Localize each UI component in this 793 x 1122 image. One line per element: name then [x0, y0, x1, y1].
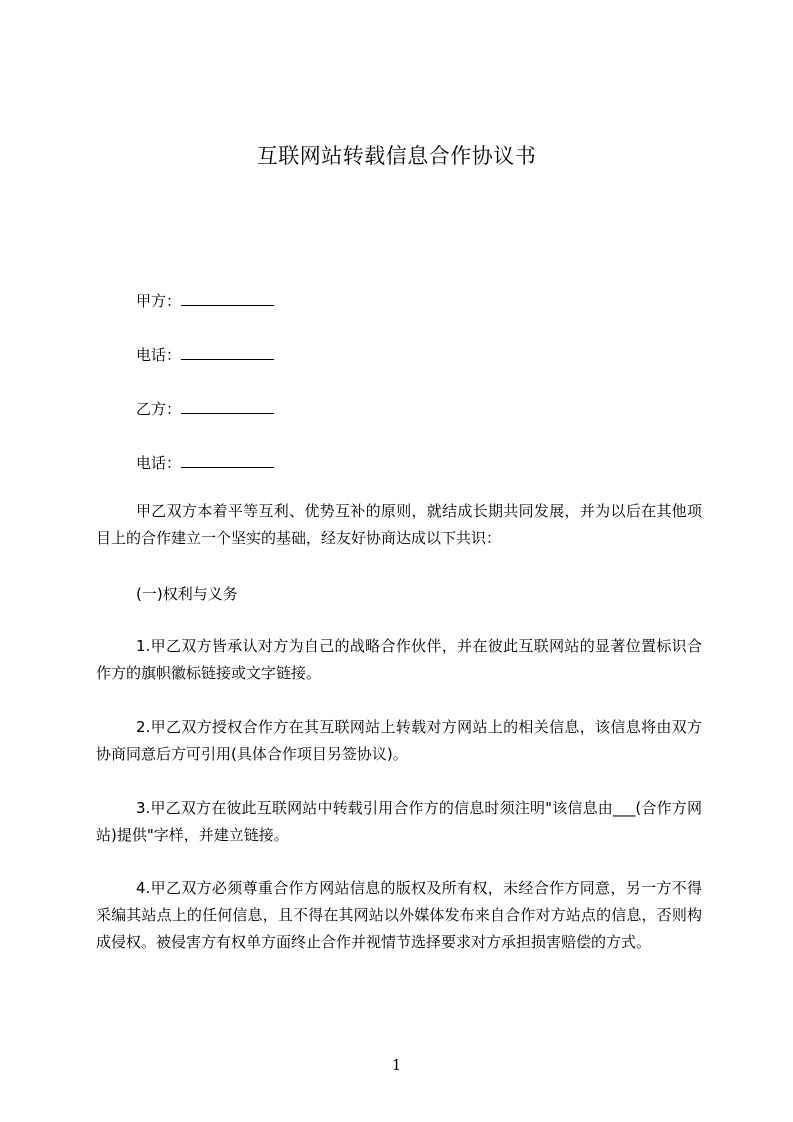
section-heading: (一)权利与义务	[136, 585, 238, 603]
party-a-blank	[181, 293, 274, 306]
party-b-phone-blank	[181, 455, 274, 468]
clause-1: 1.甲乙双方皆承认对方为自己的战略合作伙伴，并在彼此互联网站的显著位置标识合作方的旗帜徽标链接或文字链接。	[96, 637, 702, 682]
party-b-phone-label: 电话：	[136, 454, 182, 472]
clause-3: 3.甲乙双方在彼此互联网站中转载引用合作方的信息时须注明"该信息由___(合作方网站)提供"字样，并建立链接。	[96, 799, 702, 844]
intro-paragraph: 甲乙双方本着平等互利、优势互补的原则，就结成长期共同发展，并为以后在其他项目上的合作建立一个坚实的基础，经友好协商达成以下共识：	[96, 502, 702, 547]
clause-4: 4.甲乙双方必须尊重合作方网站信息的版权及所有权，未经合作方同意，另一方不得采编其站点上的任何信息，且不得在其网站以外媒体发布来自合作对方站点的信息，否则构成侵权。被侵害方有权单方面终止合作并视情节选择要求对方承担损害赔偿的方式。	[96, 879, 702, 951]
party-a-phone-field	[136, 345, 274, 365]
document-title: 互联网站转载信息合作协议书	[256, 144, 537, 168]
party-a-phone-blank	[181, 347, 274, 360]
party-a-field	[136, 291, 274, 311]
party-b-field	[136, 399, 274, 419]
clause-2: 2.甲乙双方授权合作方在其互联网站上转载对方网站上的相关信息，该信息将由双方协商同意后方可引用(具体合作项目另签协议)。	[96, 718, 702, 763]
party-a-label: 甲方：	[136, 292, 182, 310]
party-a-phone-label: 电话：	[136, 346, 182, 364]
party-b-phone-field	[136, 453, 274, 473]
page-number: 1	[391, 1056, 402, 1074]
party-b-label: 乙方：	[136, 400, 182, 418]
party-b-blank	[181, 401, 274, 414]
